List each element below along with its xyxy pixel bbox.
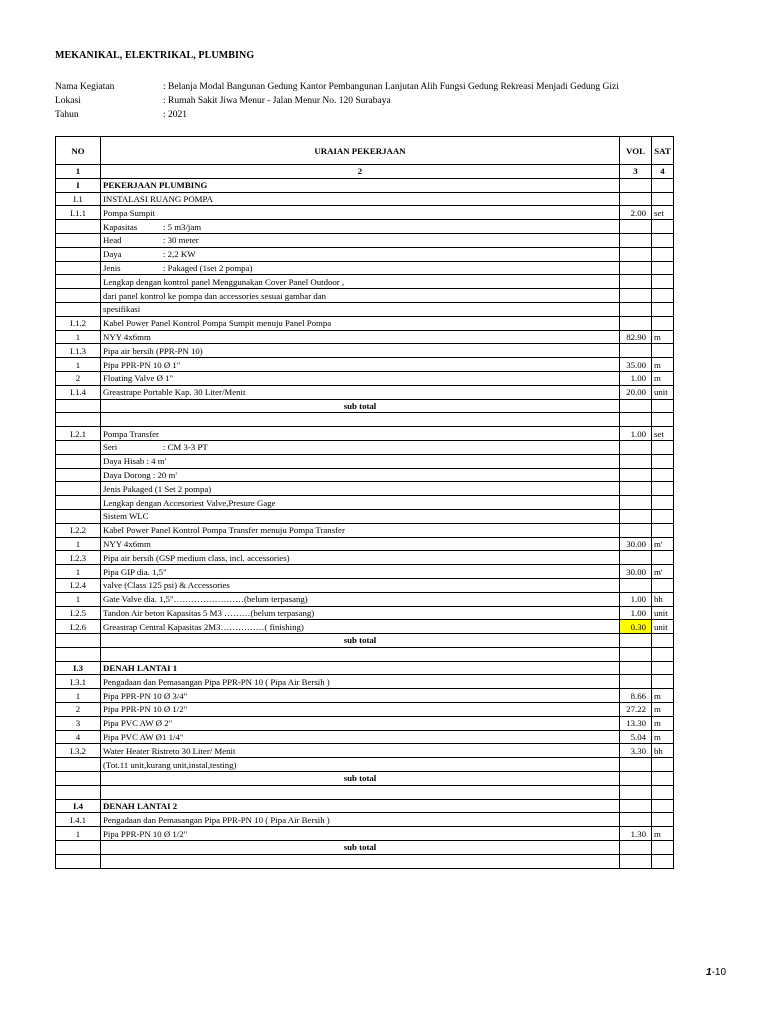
page-number xyxy=(706,967,726,978)
table-row xyxy=(56,192,674,206)
cell-sat: unit xyxy=(652,606,674,620)
index-desc: 2 xyxy=(101,165,620,179)
cell-sat xyxy=(652,482,674,496)
cell-vol: 3.30 xyxy=(620,744,652,758)
cell-sat xyxy=(652,854,674,868)
cell-no xyxy=(56,275,101,289)
document-title: MEKANIKAL, ELEKTRIKAL, PLUMBING xyxy=(55,50,255,61)
table-row xyxy=(56,468,674,482)
cell-desc: Gate Valve dia. 1,5"……………………(belum terpasang) xyxy=(101,592,620,606)
cell-desc: Jenis Pakaged (1 Set 2 pompa) xyxy=(101,482,620,496)
cell-vol xyxy=(620,316,652,330)
cell-desc: Daya Hisab : 4 m' xyxy=(101,454,620,468)
table-row xyxy=(56,744,674,758)
cell-no: I.3.1 xyxy=(56,675,101,689)
cell-no xyxy=(56,772,101,786)
cell-vol xyxy=(620,578,652,592)
cell-no: I.4.1 xyxy=(56,813,101,827)
spec-value: : 5 m3/jam xyxy=(163,221,202,232)
meta-value: : Rumah Sakit Jiwa Menur - Jalan Menur No. 120 Surabaya xyxy=(163,96,391,106)
section-row xyxy=(56,178,674,192)
cell-desc: (Tot.11 unit,kurang unit,instal,testing) xyxy=(101,758,620,772)
cell-sat xyxy=(652,468,674,482)
table-row xyxy=(56,592,674,606)
table-row xyxy=(56,578,674,592)
cell-desc: Water Heater Ristreto 30 Liter/ Menit xyxy=(101,744,620,758)
cell-no xyxy=(56,647,101,661)
cell-vol xyxy=(620,261,652,275)
table-row xyxy=(56,730,674,744)
cell-desc: Pengadaan dan Pemasangan Pipa PPR-PN 10 ( Pipa Air Bersih ) xyxy=(101,675,620,689)
cell-desc: Tandon Air beton Kapasitas 5 M3 ………(belum terpasang) xyxy=(101,606,620,620)
cell-sat: unit xyxy=(652,385,674,399)
cell-sat xyxy=(652,634,674,648)
cell-desc xyxy=(101,413,620,427)
table-row xyxy=(56,675,674,689)
cell-vol: 1.00 xyxy=(620,427,652,441)
cell-vol xyxy=(620,275,652,289)
cell-vol xyxy=(620,399,652,413)
subtotal-row xyxy=(56,772,674,786)
cell-vol xyxy=(620,344,652,358)
spec-value: : Pakaged (1set 2 pompa) xyxy=(163,262,253,273)
meta-value: : 2021 xyxy=(163,110,188,120)
spec-value: : 30 meter xyxy=(163,235,199,246)
cell-desc: Kabel Power Panel Kontrol Pompa Sumpit menuju Panel Pompa xyxy=(101,316,620,330)
table-row xyxy=(56,220,674,234)
cell-vol: 1.00 xyxy=(620,606,652,620)
cell-no: 2 xyxy=(56,371,101,385)
table-row xyxy=(56,606,674,620)
cell-sat xyxy=(652,302,674,316)
cell-sat: m xyxy=(652,716,674,730)
cell-vol xyxy=(620,289,652,303)
spec-label: Head xyxy=(103,235,122,246)
table-row xyxy=(56,206,674,220)
table-row xyxy=(56,509,674,523)
cell-sat: m' xyxy=(652,537,674,551)
table-row xyxy=(56,302,674,316)
cell-sat xyxy=(652,233,674,247)
cell-desc: sub total xyxy=(101,399,620,413)
cell-desc: DENAH LANTAI 1 xyxy=(101,661,620,675)
cell-vol: 1.00 xyxy=(620,371,652,385)
cell-no: I.2.5 xyxy=(56,606,101,620)
cell-sat xyxy=(652,192,674,206)
cell-desc: Lengkap dengan Accesoriest Valve,Presure Gage xyxy=(101,496,620,510)
cell-vol: 1.00 xyxy=(620,592,652,606)
header-sat: SAT xyxy=(652,137,674,165)
cell-no xyxy=(56,841,101,855)
cell-desc xyxy=(101,647,620,661)
table-row xyxy=(56,261,674,275)
cell-desc: Pipa PPR-PN 10 Ø 3/4" xyxy=(101,689,620,703)
cell-no: I.1.1 xyxy=(56,206,101,220)
cell-vol xyxy=(620,178,652,192)
cell-sat xyxy=(652,247,674,261)
cell-vol xyxy=(620,758,652,772)
cell-vol xyxy=(620,454,652,468)
cell-desc: Pipa PPR-PN 10 Ø 1" xyxy=(101,358,620,372)
cell-no: I.1.4 xyxy=(56,385,101,399)
table-row xyxy=(56,813,674,827)
cell-sat xyxy=(652,316,674,330)
cell-no xyxy=(56,261,101,275)
cell-vol: 5.04 xyxy=(620,730,652,744)
cell-sat xyxy=(652,440,674,454)
cell-desc: Pompa Transfer xyxy=(101,427,620,441)
cell-vol: 13.30 xyxy=(620,716,652,730)
table-row xyxy=(56,316,674,330)
meta-key: Nama Kegiatan xyxy=(55,82,115,92)
cell-desc: Daya Dorong : 20 m' xyxy=(101,468,620,482)
cell-vol: 1.30 xyxy=(620,827,652,841)
cell-no xyxy=(56,233,101,247)
cell-vol xyxy=(620,551,652,565)
cell-vol: 30.00 xyxy=(620,565,652,579)
cell-no: I.3 xyxy=(56,661,101,675)
table-row xyxy=(56,827,674,841)
cell-vol xyxy=(620,233,652,247)
cell-sat: set xyxy=(652,206,674,220)
cell-no: 3 xyxy=(56,716,101,730)
cell-sat: m xyxy=(652,703,674,717)
table-row xyxy=(56,496,674,510)
cell-vol xyxy=(620,813,652,827)
table-row xyxy=(56,247,674,261)
cell-no: 1 xyxy=(56,827,101,841)
cell-sat xyxy=(652,758,674,772)
table-row xyxy=(56,854,674,868)
table-row xyxy=(56,620,674,634)
table-row xyxy=(56,537,674,551)
cell-sat xyxy=(652,551,674,565)
cell-no: I.2.1 xyxy=(56,427,101,441)
cell-vol xyxy=(620,675,652,689)
cell-no: I xyxy=(56,178,101,192)
cell-no xyxy=(56,496,101,510)
cell-no: 1 xyxy=(56,689,101,703)
cell-vol xyxy=(620,247,652,261)
cell-desc xyxy=(101,247,620,261)
cell-no xyxy=(56,247,101,261)
table-row xyxy=(56,427,674,441)
page-number-suffix: -10 xyxy=(711,967,727,978)
cell-desc: sub total xyxy=(101,772,620,786)
cell-sat: m xyxy=(652,689,674,703)
cell-desc: sub total xyxy=(101,841,620,855)
cell-sat xyxy=(652,261,674,275)
table-row xyxy=(56,716,674,730)
cell-no xyxy=(56,468,101,482)
cell-vol: 27.22 xyxy=(620,703,652,717)
section-row xyxy=(56,661,674,675)
cell-desc xyxy=(101,233,620,247)
cell-vol xyxy=(620,496,652,510)
cell-no xyxy=(56,482,101,496)
cell-no xyxy=(56,509,101,523)
cell-vol xyxy=(620,523,652,537)
cell-no: I.1.2 xyxy=(56,316,101,330)
cell-desc: Sistem WLC xyxy=(101,509,620,523)
cell-no xyxy=(56,454,101,468)
index-no: 1 xyxy=(56,165,101,179)
cell-desc: NYY 4x6mm xyxy=(101,330,620,344)
cell-sat xyxy=(652,178,674,192)
cell-sat: m xyxy=(652,827,674,841)
table-row xyxy=(56,565,674,579)
table-row xyxy=(56,454,674,468)
cell-desc: dari panel kontrol ke pompa dan accessories sesuai gambar dan xyxy=(101,289,620,303)
cell-sat xyxy=(652,647,674,661)
cell-desc: Pipa GIP dia. 1,5" xyxy=(101,565,620,579)
cell-vol: 20.00 xyxy=(620,385,652,399)
cell-vol: 8.66 xyxy=(620,689,652,703)
cell-vol: 30.00 xyxy=(620,537,652,551)
table-row xyxy=(56,647,674,661)
cell-desc: Pipa air bersih (GSP medium class, incl. accessories) xyxy=(101,551,620,565)
index-vol: 3 xyxy=(620,165,652,179)
cell-vol xyxy=(620,799,652,813)
cell-no: 1 xyxy=(56,565,101,579)
cell-sat: m xyxy=(652,371,674,385)
cell-sat xyxy=(652,220,674,234)
table-row xyxy=(56,413,674,427)
table-row xyxy=(56,358,674,372)
cell-sat xyxy=(652,661,674,675)
cell-desc xyxy=(101,220,620,234)
subtotal-row xyxy=(56,634,674,648)
cell-desc: Greastrap Central Kapasitas 2M3……………( finishing) xyxy=(101,620,620,634)
subtotal-row xyxy=(56,399,674,413)
meta-value: : Belanja Modal Bangunan Gedung Kantor Pembangunan Lanjutan Alih Fungsi Gedung Rekreasi Menjadi Gedung Gizi xyxy=(163,82,619,92)
cell-desc: Pipa PPR-PN 10 Ø 1/2" xyxy=(101,827,620,841)
cell-desc: Kabel Power Panel Kontrol Pompa Transfer menuju Pompa Transfer xyxy=(101,523,620,537)
cell-sat xyxy=(652,275,674,289)
cell-no xyxy=(56,440,101,454)
cell-no: I.1.3 xyxy=(56,344,101,358)
cell-sat: bh xyxy=(652,592,674,606)
cell-desc: spesifikasi xyxy=(101,302,620,316)
spec-value: : CM 3-3 PT xyxy=(163,442,208,453)
cell-sat xyxy=(652,399,674,413)
cell-vol xyxy=(620,440,652,454)
cell-sat xyxy=(652,344,674,358)
cell-sat xyxy=(652,523,674,537)
cell-no xyxy=(56,634,101,648)
table-row xyxy=(56,371,674,385)
cell-no: 1 xyxy=(56,330,101,344)
cell-sat xyxy=(652,799,674,813)
header-no: NO xyxy=(56,137,101,165)
spec-value: : 2,2 KW xyxy=(163,249,196,260)
cell-desc: Pipa air bersih (PPR-PN 10) xyxy=(101,344,620,358)
cell-no: I.4 xyxy=(56,799,101,813)
cell-desc xyxy=(101,785,620,799)
spec-label: Kapasitas xyxy=(103,221,138,232)
table-row xyxy=(56,482,674,496)
subtotal-row xyxy=(56,841,674,855)
cell-desc: Pipa PPR-PN 10 Ø 1/2" xyxy=(101,703,620,717)
cell-vol xyxy=(620,785,652,799)
cell-sat xyxy=(652,454,674,468)
cell-vol: 82.90 xyxy=(620,330,652,344)
cell-no xyxy=(56,289,101,303)
cell-no: I.2.2 xyxy=(56,523,101,537)
cell-sat: m xyxy=(652,330,674,344)
cell-no: I.3.2 xyxy=(56,744,101,758)
cell-desc: Floating Valve Ø 1" xyxy=(101,371,620,385)
cell-desc: PEKERJAAN PLUMBING xyxy=(101,178,620,192)
cell-sat xyxy=(652,413,674,427)
meta-key: Tahun xyxy=(55,110,79,120)
cell-no xyxy=(56,758,101,772)
cell-no: I.1 xyxy=(56,192,101,206)
spec-label: Jenis xyxy=(103,262,121,273)
cell-vol xyxy=(620,509,652,523)
cell-no xyxy=(56,413,101,427)
cell-no xyxy=(56,854,101,868)
cell-sat: m xyxy=(652,730,674,744)
cell-desc xyxy=(101,440,620,454)
table-row xyxy=(56,344,674,358)
cell-desc: DENAH LANTAI 2 xyxy=(101,799,620,813)
spec-label: Daya xyxy=(103,249,122,260)
cell-vol xyxy=(620,192,652,206)
cell-vol: 35.00 xyxy=(620,358,652,372)
cell-vol xyxy=(620,634,652,648)
cell-no: I.2.4 xyxy=(56,578,101,592)
cell-desc: Pompa Sumpit xyxy=(101,206,620,220)
table-row xyxy=(56,289,674,303)
cell-desc xyxy=(101,854,620,868)
cell-vol xyxy=(620,220,652,234)
cell-no: I.2.3 xyxy=(56,551,101,565)
table-row xyxy=(56,275,674,289)
index-sat: 4 xyxy=(652,165,674,179)
table-row xyxy=(56,440,674,454)
cell-desc: Greastrape Portable Kap. 30 Liter/Menit xyxy=(101,385,620,399)
cell-no: 4 xyxy=(56,730,101,744)
table-row xyxy=(56,233,674,247)
cell-sat: m xyxy=(652,358,674,372)
table-header-row xyxy=(56,137,674,165)
cell-sat: m' xyxy=(652,565,674,579)
cell-no xyxy=(56,399,101,413)
section-row xyxy=(56,799,674,813)
cell-vol xyxy=(620,482,652,496)
meta-key: Lokasi xyxy=(55,96,81,106)
cell-sat xyxy=(652,772,674,786)
cell-desc: Pipa PVC AW Ø1 1/4" xyxy=(101,730,620,744)
table-index-row xyxy=(56,165,674,179)
cell-no xyxy=(56,302,101,316)
cell-sat xyxy=(652,289,674,303)
cell-vol xyxy=(620,647,652,661)
table-row xyxy=(56,523,674,537)
table-row xyxy=(56,551,674,565)
cell-sat xyxy=(652,785,674,799)
cell-vol xyxy=(620,772,652,786)
table-row xyxy=(56,758,674,772)
work-items-table xyxy=(55,136,674,869)
cell-desc: sub total xyxy=(101,634,620,648)
cell-vol xyxy=(620,661,652,675)
cell-sat xyxy=(652,675,674,689)
cell-sat xyxy=(652,496,674,510)
header-desc: URAIAN PEKERJAAN xyxy=(101,137,620,165)
spec-label: Seri xyxy=(103,442,118,453)
cell-desc: Pipa PVC AW Ø 2" xyxy=(101,716,620,730)
table-row xyxy=(56,330,674,344)
cell-desc: INSTALASI RUANG POMPA xyxy=(101,192,620,206)
cell-no: 1 xyxy=(56,592,101,606)
cell-vol xyxy=(620,468,652,482)
page-number-current: 1 xyxy=(706,967,712,978)
cell-vol xyxy=(620,413,652,427)
table-row xyxy=(56,703,674,717)
cell-sat: set xyxy=(652,427,674,441)
cell-desc: Lengkap dengan kontrol panel Menggunakan Cover Panel Outdoor , xyxy=(101,275,620,289)
table-row xyxy=(56,689,674,703)
table-row xyxy=(56,785,674,799)
cell-sat xyxy=(652,841,674,855)
cell-desc xyxy=(101,261,620,275)
cell-sat: bh xyxy=(652,744,674,758)
header-vol: VOL xyxy=(620,137,652,165)
cell-desc: NYY 4x6mm xyxy=(101,537,620,551)
cell-no: I.2.6 xyxy=(56,620,101,634)
cell-sat: unit xyxy=(652,620,674,634)
cell-no xyxy=(56,220,101,234)
table-row xyxy=(56,385,674,399)
cell-vol: 0.30 xyxy=(620,620,652,634)
cell-sat xyxy=(652,509,674,523)
cell-no xyxy=(56,785,101,799)
cell-sat xyxy=(652,578,674,592)
cell-no: 1 xyxy=(56,358,101,372)
cell-vol xyxy=(620,302,652,316)
cell-sat xyxy=(652,813,674,827)
cell-vol: 2.00 xyxy=(620,206,652,220)
cell-no: 2 xyxy=(56,703,101,717)
cell-desc: Pengadaan dan Pemasangan Pipa PPR-PN 10 ( Pipa Air Bersih ) xyxy=(101,813,620,827)
cell-vol xyxy=(620,854,652,868)
cell-no: 1 xyxy=(56,537,101,551)
cell-vol xyxy=(620,841,652,855)
cell-desc: valve (Class 125 psi) & Accessories xyxy=(101,578,620,592)
